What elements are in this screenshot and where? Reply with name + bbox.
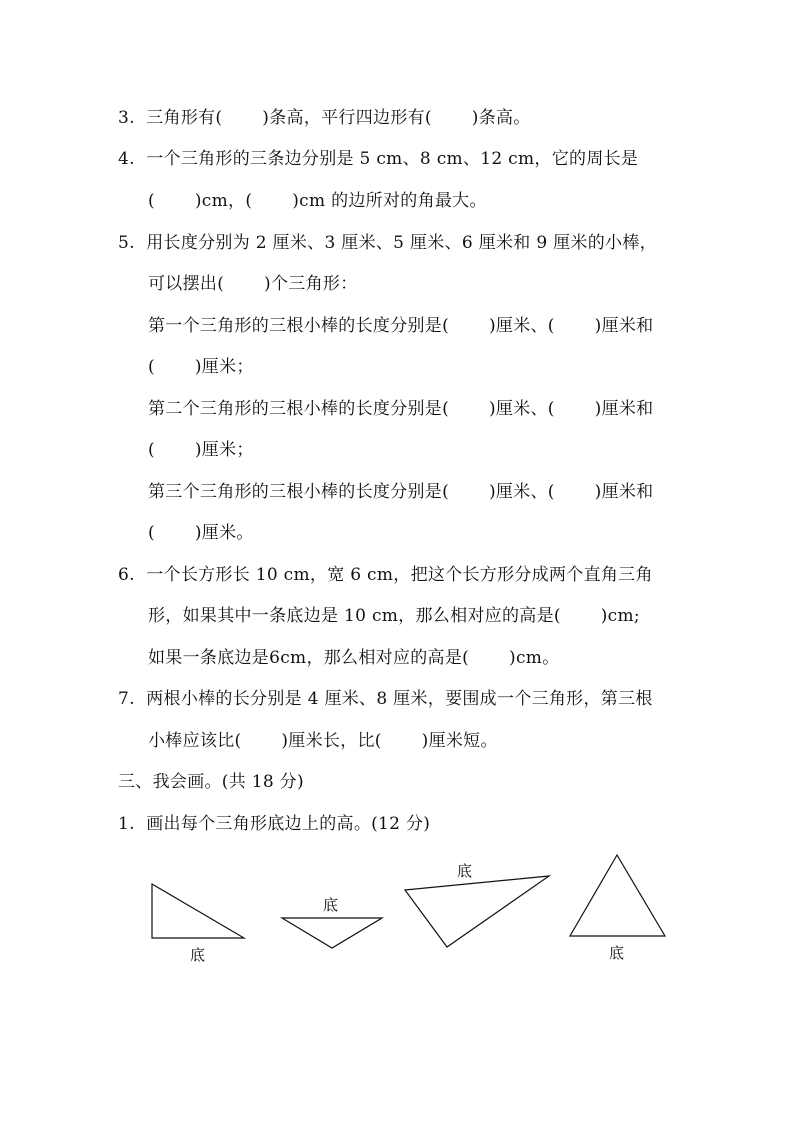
question-5-line-6: ( )厘米； xyxy=(148,440,254,460)
acute-triangle-4 xyxy=(570,855,665,936)
question-7-line-2: 小棒应该比( )厘米长，比( )厘米短。 xyxy=(148,731,498,751)
question-7-line-1: 7. 两根小棒的长分别是 4 厘米、8 厘米，要围成一个三角形，第三根 xyxy=(118,689,653,709)
base-label-3: 底 xyxy=(457,862,473,880)
section-3-heading: 三、我会画。(共 18 分) xyxy=(118,772,304,792)
obtuse-triangle-3 xyxy=(405,876,549,947)
base-label-1: 底 xyxy=(190,946,206,964)
question-5-line-5: 第二个三角形的三根小棒的长度分别是( )厘米、( )厘米和 xyxy=(148,399,654,419)
question-4-line-1: 4. 一个三角形的三条边分别是 5 cm、8 cm、12 cm，它的周长是 xyxy=(118,149,639,169)
question-6-line-3: 如果一条底边是6cm，那么相对应的高是( )cm。 xyxy=(148,648,560,668)
question-5-line-8: ( )厘米。 xyxy=(148,523,254,543)
base-label-2: 底 xyxy=(323,896,339,914)
base-label-4: 底 xyxy=(609,944,625,962)
question-5-line-2: 可以摆出( )个三角形： xyxy=(148,274,358,294)
question-6-line-2: 形，如果其中一条底边是 10 cm，那么相对应的高是( )cm; xyxy=(148,606,640,626)
question-5-line-4: ( )厘米； xyxy=(148,357,254,377)
question-6-line-1: 6. 一个长方形长 10 cm，宽 6 cm，把这个长方形分成两个直角三角 xyxy=(118,565,653,585)
question-5-line-1: 5. 用长度分别为 2 厘米、3 厘米、5 厘米、6 厘米和 9 厘米的小棒， xyxy=(118,233,657,253)
inverted-triangle-2 xyxy=(282,918,382,948)
drawing-question-1: 1. 画出每个三角形底边上的高。(12 分) xyxy=(118,814,431,834)
triangle-figures xyxy=(0,850,794,980)
question-4-line-2: ( )cm，( )cm 的边所对的角最大。 xyxy=(148,191,487,211)
question-5-line-3: 第一个三角形的三根小棒的长度分别是( )厘米、( )厘米和 xyxy=(148,316,654,336)
right-triangle-1 xyxy=(152,884,244,938)
question-5-line-7: 第三个三角形的三根小棒的长度分别是( )厘米、( )厘米和 xyxy=(148,482,654,502)
question-3: 3. 三角形有( )条高，平行四边形有( )条高。 xyxy=(118,108,531,128)
